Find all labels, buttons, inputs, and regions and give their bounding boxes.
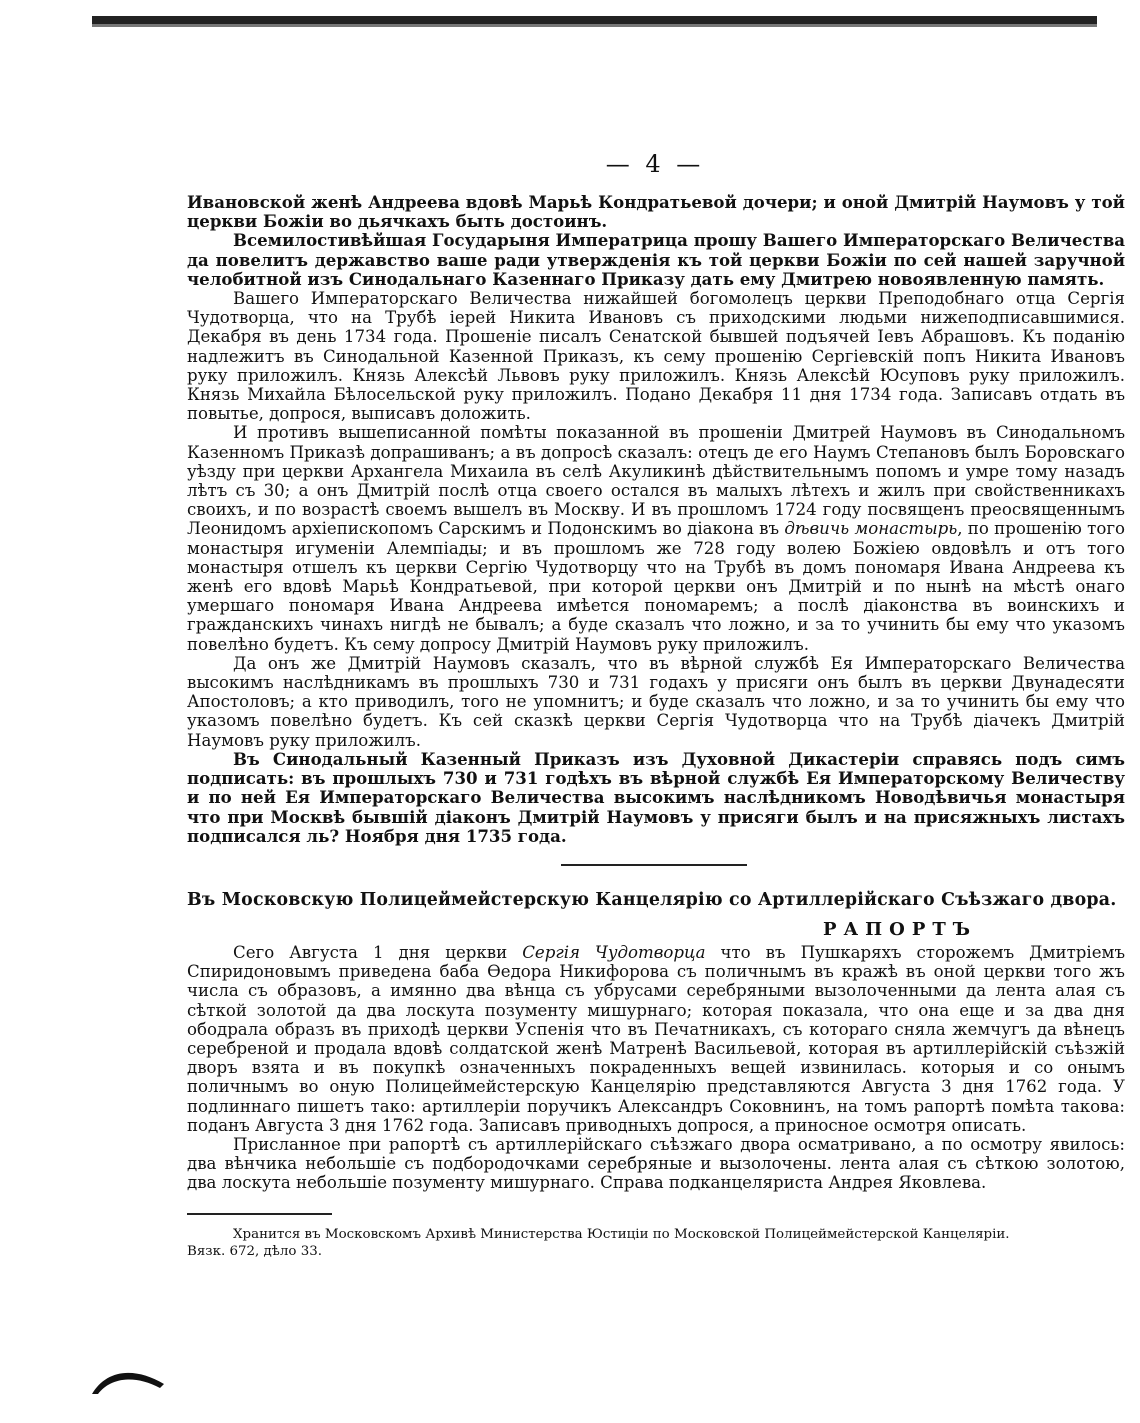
section-separator [561,864,747,866]
paragraph-3: Вашего Императорскаго Величества нижайшей богомолецъ церкви Преподобнаго отца Сергія Чудотворца, что на Трубѣ іерей Никита Ивановъ съ приходскими людьми нижеподписавшимися. Декабря въ день 1734 года. Прошеніе писалъ Сенатской бывшей подъячей Іевъ Абрашовъ. Къ поданію надлежитъ въ Синодальной Казенной Приказъ, къ сему прошенію Сергіевскій попъ Никита Ивановъ руку приложилъ. Князь Алексѣй Львовъ руку приложилъ. Князь Алексѣй Юсуповъ руку приложилъ. Князь Михайла Бѣлосельской руку приложилъ. Подано Декабря 11 дня 1734 года. Записавъ отдать въ повытье, допрося, выписавъ доложить. [187,289,1125,424]
document-body [187,193,1125,1260]
report-paragraph-1-part-1: Сего Августа 1 дня церкви [233,942,523,962]
report-paragraph-2: Присланное при рапортѣ съ артиллерійскаго съѣзжаго двора осматривано, а по осмотру явилось: два вѣнчика небольшіе съ подбородочками серебряные и вызолочены. лента алая съ сѣткою золотою, два лоскута небольшіе позументу мишурнаго. Справа подканцеляриста Андрея Яковлева. [187,1134,1125,1193]
section-heading: Въ Московскую Полицеймейстерскую Канцелярію со Артиллерійскаго Съѣзжаго двора. [187,889,1117,910]
paragraph-4-part-2: , по прошенію того монастыря игуменіи Алемпіады; и въ прошломъ же 728 году волею Божіею овдовѣлъ и отъ того монастыря отшелъ къ церкви Сергію Чудотворцу что на Трубѣ въ домъ пономаря Ивана Андреева къ женѣ его вдовѣ Марьѣ Кондратьевой, при которой церкви онъ Дмитрій и по нынѣ на мѣстѣ онаго умершаго пономаря Ивана Андреева имѣется пономаремъ; а послѣ діаконства въ воинскихъ и гражданскихъ чинахъ нигдѣ не бывалъ; а буде сказалъ что ложно, и за то учинить бы ему что указомъ повелѣно будетъ. Къ сему допросу Дмитрій Наумовъ руку приложилъ. [187,519,1126,654]
page-number: — 4 — [605,150,705,178]
scan-corner-mark [88,1360,168,1400]
paragraph-1: Ивановской женѣ Андреева вдовѣ Марьѣ Кондратьевой дочери; и оной Дмитрій Наумовъ у той церкви Божіи во дьячкахъ быть достоинъ. [187,192,1125,232]
paragraph-5: Да онъ же Дмитрій Наумовъ сказалъ, что въ вѣрной службѣ Ея Императорскаго Величества высокимъ наслѣдникамъ въ прошлыхъ 730 и 731 годахъ у присяги онъ былъ въ церкви Двунадесяти Апостоловъ; а кто приводилъ, того не упомнитъ; и буде сказалъ что ложно, и за то учинить бы ему что указомъ повелѣно будетъ. Къ сей сказкѣ церкви Сергія Чудотворца что на Трубѣ діачекъ Дмитрій Наумовъ руку приложилъ. [187,653,1125,750]
report-paragraph-1-italic: Сергія Чудотворца [522,942,706,962]
paragraph-4-italic: дѣвичь монастырь [784,519,958,539]
footnote [187,1226,1125,1260]
footnote-line-2: Вязк. 672, дѣло 33. [187,1243,322,1259]
paragraph-6: Въ Синодальный Казенный Приказъ изъ Духовной Дикастеріи справясь подъ симъ подписать: въ прошлыхъ 730 и 731 годѣхъ въ вѣрной службѣ Ея Императорскому Величеству и по ней Ея Императорскаго Величества высокимъ наслѣдникомъ Новодѣвичья монастыря что при Москвѣ бывшій діаконъ Дмитрій Наумовъ у присяги былъ и на присяжныхъ листахъ подписался ль? Ноября дня 1735 года. [187,748,1125,846]
footnote-line-1: Хранится въ Московскомъ Архивѣ Министерства Юстиціи по Московской Полицеймейстерской Канцеляріи. [233,1226,1010,1242]
paragraph-4-part-1: И противъ вышеписанной помѣты показанной въ прошеніи Дмитрей Наумовъ въ Синодальномъ Казенномъ Приказѣ допрашиванъ; а въ допросѣ сказалъ: отецъ де его Наумъ Степановъ былъ Боровскаго уѣзду при церкви Архангела Михаила въ селѣ Акуликинѣ дѣйствительнымъ попомъ и умре тому назадъ лѣтъ съ 30; а онъ Дмитрій послѣ отца своего остался въ малыхъ лѣтехъ и жилъ при свойственникахъ своихъ, и по возрастѣ своемъ вышелъ въ Москву. И въ прошломъ 1724 году посвященъ преосвященнымъ Леонидомъ архіепископомъ Сарскимъ и Подонскимъ во діакона въ [187,423,1125,539]
paragraph-2: Всемилостивѣйшая Государыня Императрица прошу Вашего Императорскаго Величества да повелитъ державство ваше ради утвержденія къ той церкви Божіи по сей нашей заручной челобитной изъ Синодальнаго Казеннаго Приказу дать ему Дмитрею новоявленную память. [187,230,1125,289]
report-title: РАПОРТЪ [822,918,977,940]
report-paragraph-1-part-2: что въ Пушкаряхъ сторожемъ Дмитріемъ Спиридоновымъ приведена баба Ѳедора Никифорова съ поличнымъ въ кражѣ въ оной церкви того жъ числа съ образовъ, а имянно два вѣнца съ убрусами серебряными вызолоченными да лента алая съ сѣткой золотой да два лоскута позументу мишурнаго; которая показала, что она еще и за два дня ободрала образъ въ приходѣ церкви Успенія что въ Печатникахъ, съ котораго сняла жемчугъ да вѣнецъ серебреной и продала вдовѣ солдатской женѣ Матренѣ Васильевой, которая въ артиллерійскій съѣзжій дворъ взята и въ покупкѣ означенныхъ покраденныхъ вещей извинилась. которыя и со онымъ поличнымъ во оную Полицеймейстерскую Канцелярію представляются Августа 3 дня 1762 года. У подлиннаго пишетъ тако: артиллеріи поручикъ Александръ Соковнинъ, на томъ рапортѣ помѣта такова: поданъ Августа 3 дня 1762 года. Записавъ приводныхъ допрося, а приносное осмотря описать. [187,942,1126,1135]
report-paragraph-1 [187,943,1125,1135]
footnote-rule [187,1213,332,1215]
paragraph-4 [187,423,1125,653]
top-border-rule [92,16,1097,24]
